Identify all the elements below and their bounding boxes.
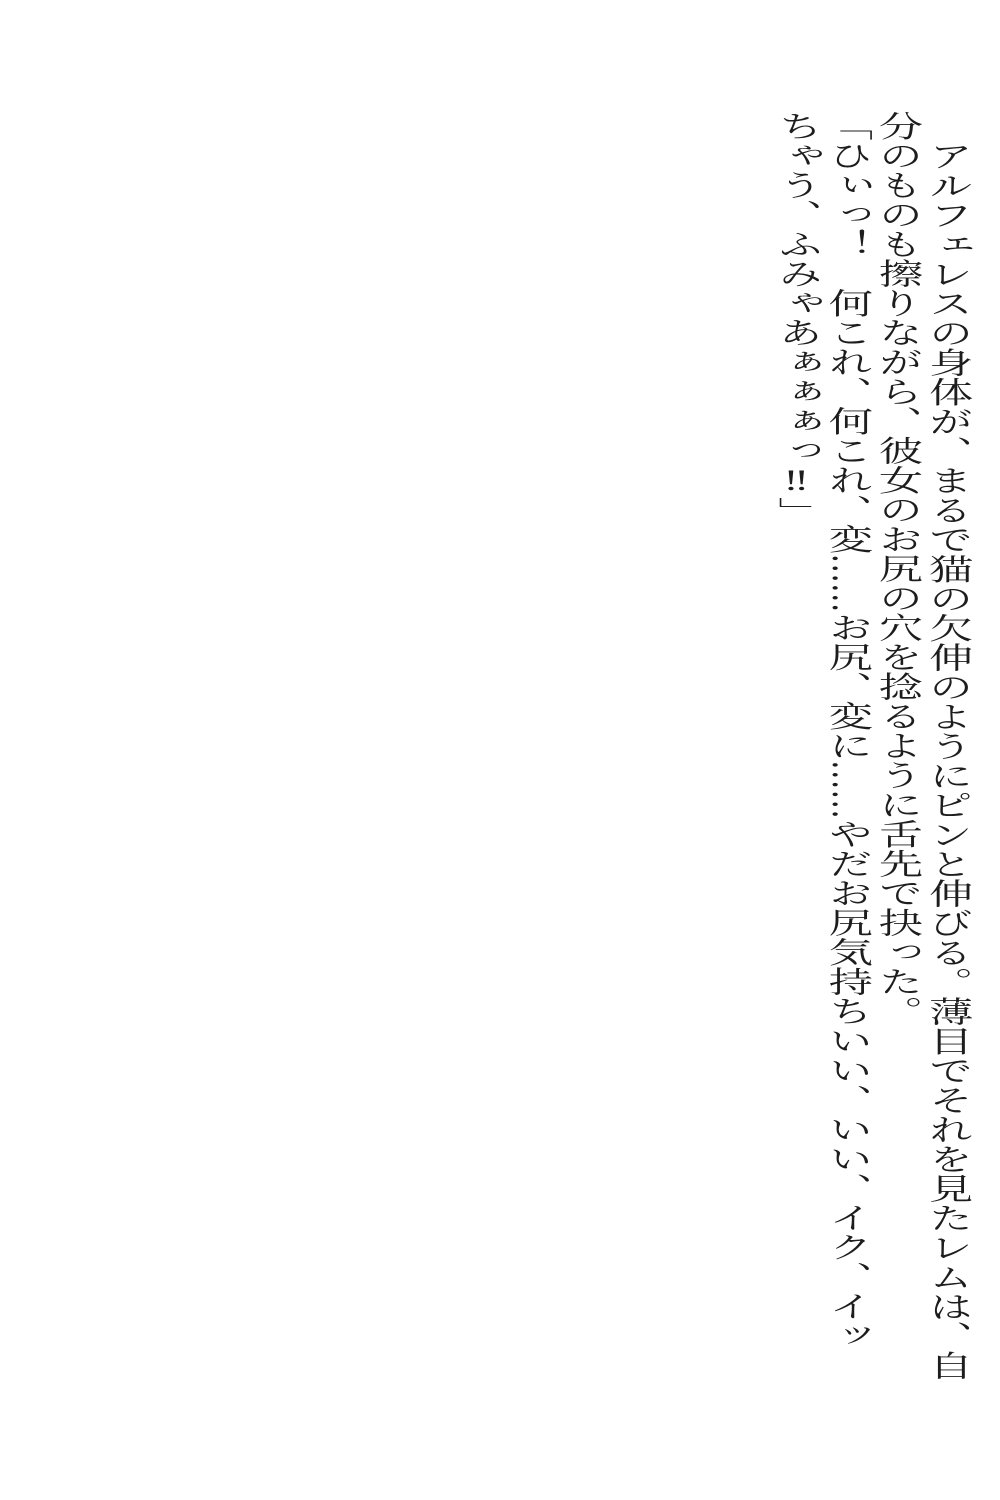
text-column-4: ちゃう、ふみゃあぁぁぁっ‼」	[772, 111, 821, 527]
text-column-2: 分のものも擦りながら、彼女のお尻の穴を捻るように舌先で抉った。	[872, 111, 921, 1026]
vertical-text-block	[771, 111, 971, 1461]
text-column-3: 「ひぃっ！ 何これ、何これ、変……お尻、変に……やだお尻気持ちいい、いい、イク、イッ	[822, 111, 871, 1350]
text-column-1: アルフェレスの身体が、まるで猫の欠伸のようにピンと伸びる。薄目でそれを見たレムは、自	[923, 140, 971, 1380]
